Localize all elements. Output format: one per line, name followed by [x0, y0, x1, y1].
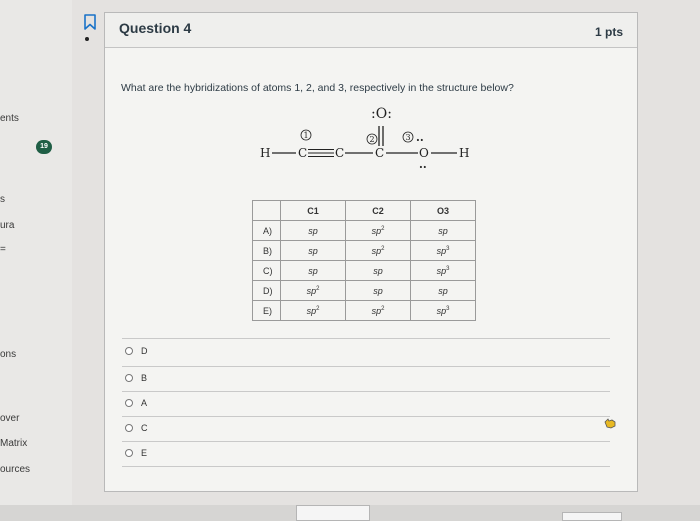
choice-divider — [122, 466, 610, 467]
sidebar-item-resources[interactable]: ources — [0, 464, 31, 475]
choice-label[interactable]: A — [141, 398, 148, 408]
header-c1: C1 — [281, 201, 346, 221]
sidebar-item-over[interactable]: over — [0, 413, 20, 424]
cell-c2: $sp^2$ — [346, 241, 411, 261]
choice-divider — [122, 338, 610, 339]
radio-button[interactable] — [125, 374, 133, 382]
row-label: E) — [253, 301, 281, 321]
answer-choice-a[interactable] — [125, 395, 147, 411]
cell-c1: sp — [281, 221, 346, 241]
row-label: C) — [253, 261, 281, 281]
sidebar-item-assignments[interactable]: ents — [0, 113, 19, 124]
cell-c1: $sp^2$ — [281, 281, 346, 301]
hand-cursor-icon — [603, 417, 617, 429]
header-o3: O3 — [411, 201, 476, 221]
table-row — [253, 241, 476, 261]
question-header — [105, 13, 637, 48]
cell-c2: sp — [346, 261, 411, 281]
table-header-row — [253, 201, 476, 221]
choice-label[interactable]: B — [141, 373, 148, 383]
header-c2: C2 — [346, 201, 411, 221]
sidebar-item-ura[interactable]: ura — [0, 220, 15, 231]
radio-button[interactable] — [125, 347, 133, 355]
oxygen-3: O — [419, 146, 429, 160]
choice-label[interactable]: D — [141, 346, 148, 356]
table-row — [253, 301, 476, 321]
row-label: A) — [253, 221, 281, 241]
next-button[interactable] — [562, 512, 622, 521]
molecule-structure — [258, 102, 498, 172]
answer-choice-b[interactable] — [125, 370, 147, 386]
sidebar-item-s[interactable]: s — [0, 194, 5, 205]
table-row — [253, 281, 476, 301]
cell-c1: $sp^2$ — [281, 301, 346, 321]
table-row — [253, 261, 476, 281]
right-hydrogen: H — [459, 146, 470, 160]
choice-divider — [122, 441, 610, 442]
choice-label[interactable]: E — [141, 448, 148, 458]
cell-o3: sp — [411, 221, 476, 241]
table-corner — [253, 201, 281, 221]
o3-bottom-lone-pair: .. — [419, 158, 427, 171]
row-label: D) — [253, 281, 281, 301]
question-points: 1 pts — [594, 25, 623, 39]
answer-choice-d[interactable] — [125, 343, 148, 359]
cell-o3: sp — [411, 281, 476, 301]
cell-c2: $sp^2$ — [346, 221, 411, 241]
cell-o3: $sp^3$ — [411, 301, 476, 321]
atom-3-number: 3 — [405, 133, 411, 142]
hybridization-table — [252, 200, 476, 321]
answer-choice-c[interactable] — [125, 420, 148, 436]
radio-button[interactable] — [125, 399, 133, 407]
question-title: Question 4 — [119, 20, 192, 36]
atom-1-number: 1 — [303, 131, 309, 140]
carbonyl-oxygen-label: :O: — [371, 106, 392, 122]
course-nav-sidebar — [0, 0, 72, 521]
atom-2-number: 2 — [369, 135, 375, 144]
sidebar-item-ons[interactable]: ons — [0, 349, 17, 360]
cell-c2: $sp^2$ — [346, 301, 411, 321]
cell-c2: sp — [346, 281, 411, 301]
previous-button[interactable] — [296, 505, 370, 521]
cell-o3: $sp^3$ — [411, 241, 476, 261]
row-label: B) — [253, 241, 281, 261]
radio-button[interactable] — [125, 449, 133, 457]
left-hydrogen: H — [260, 146, 271, 160]
sidebar-item-equals[interactable]: = — [0, 244, 6, 255]
carbon-middle: C — [335, 146, 345, 160]
carbon-2: C — [375, 146, 385, 160]
choice-label[interactable]: C — [141, 423, 148, 433]
o3-top-lone-pair: .. — [416, 131, 424, 144]
cell-o3: $sp^3$ — [411, 261, 476, 281]
unread-count-badge: 19 — [36, 140, 52, 154]
carbon-1: C — [298, 146, 308, 160]
choice-divider — [122, 366, 610, 367]
choice-divider — [122, 416, 610, 417]
choice-divider — [122, 391, 610, 392]
question-text: What are the hybridizations of atoms 1, 2, and 3, respectively in the structure below? — [121, 82, 514, 94]
flag-dot — [85, 37, 89, 41]
cell-c1: sp — [281, 261, 346, 281]
answer-choice-e[interactable] — [125, 445, 147, 461]
flag-question-icon[interactable] — [84, 14, 96, 30]
table-row — [253, 221, 476, 241]
sidebar-item-matrix[interactable]: Matrix — [0, 438, 28, 449]
cell-c1: sp — [281, 241, 346, 261]
radio-button[interactable] — [125, 424, 133, 432]
